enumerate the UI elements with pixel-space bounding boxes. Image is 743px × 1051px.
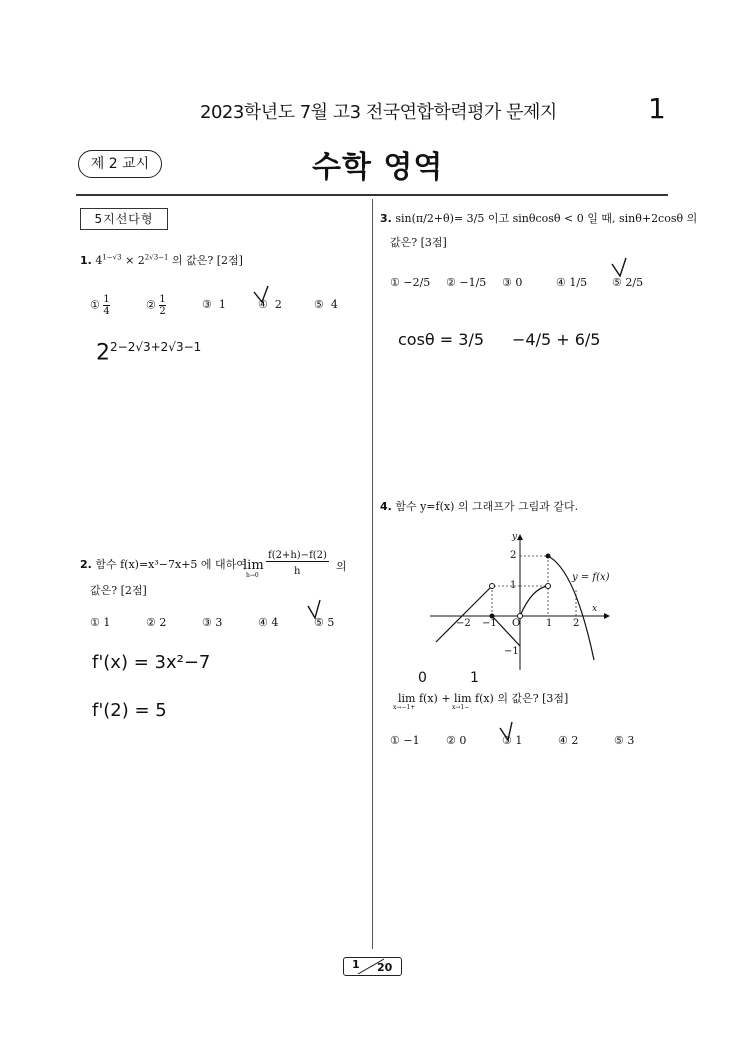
- graph-xtick-minus2: −2: [456, 618, 471, 629]
- q1-choice-3[interactable]: ③ 1: [202, 298, 226, 311]
- closed-point-1-2: [546, 554, 551, 559]
- graph-curve-label: y = f(x): [572, 572, 610, 583]
- q4-choice-5[interactable]: ⑤ 3: [614, 734, 635, 747]
- q3-choice-1[interactable]: ① −2/5: [390, 276, 431, 289]
- q4-choice-2[interactable]: ② 0: [446, 734, 467, 747]
- footer-total: 20: [377, 961, 393, 974]
- exam-title: 2023학년도 7월 고3 전국연합학력평가 문제지: [200, 102, 557, 123]
- footer-page: 1: [352, 958, 360, 971]
- q2-check-mark: [308, 600, 320, 618]
- question-2-number: 2.: [80, 558, 92, 571]
- q3-text-line2: 값은? [3점]: [390, 236, 447, 249]
- graph-xtick-1: 1: [546, 618, 553, 629]
- q1-choice-4[interactable]: ④ 2: [258, 298, 282, 311]
- q1-check-mark: [254, 286, 268, 302]
- question-1-text: 의 값은? [2점]: [171, 254, 243, 267]
- q2-denominator: h: [294, 566, 301, 577]
- question-2-text: 함수 f(x)=x³−7x+5 에 대하여: [95, 558, 247, 571]
- q3-handwriting-1: cosθ = 3/5: [398, 330, 485, 349]
- q4-limit-text: lim f(x) + lim f(x) 의 값은? [3점]: [398, 692, 569, 705]
- q4-handwriting-1: 0: [418, 670, 427, 686]
- graph-origin-label: O: [512, 618, 521, 629]
- graph-ytick-minus1: −1: [504, 646, 519, 657]
- period-badge: 제 2 교시: [78, 150, 162, 178]
- q2-text-line2: 값은? [2점]: [90, 584, 147, 597]
- graph-xtick-2: 2: [573, 618, 580, 629]
- q2-handwriting-2: f'(2) = 5: [92, 700, 167, 721]
- q3-check-mark: [612, 258, 626, 276]
- q4-choice-1[interactable]: ① −1: [390, 734, 420, 747]
- page-number: 1: [648, 92, 666, 125]
- question-3-text: sin(π/2+θ)= 3/5 이고 sinθcosθ < 0 일 때, sinθ+2cosθ 의: [395, 212, 698, 225]
- q2-choice-3[interactable]: ③ 3: [202, 616, 223, 629]
- graph-x-label: x: [592, 604, 598, 614]
- question-4-number: 4.: [380, 500, 392, 513]
- graph-y-label: y: [512, 532, 518, 542]
- q1-choice-1[interactable]: ① 1 4: [90, 294, 110, 317]
- q1-choice-2[interactable]: ② 1 2: [146, 294, 166, 317]
- q2-lim-sub: h→0: [246, 572, 259, 579]
- q4-handwriting-2: 1: [470, 670, 479, 686]
- question-type-label: 5지선다형: [80, 208, 168, 230]
- x-axis-arrow: [604, 613, 610, 619]
- q2-handwriting-1: f'(x) = 3x²−7: [92, 652, 211, 673]
- open-point-1-1: [546, 584, 551, 589]
- y-axis-arrow: [517, 534, 523, 540]
- q2-choice-1[interactable]: ① 1: [90, 616, 111, 629]
- q4-choice-3[interactable]: ③ 1: [502, 734, 523, 747]
- q3-handwriting-2: −4/5 + 6/5: [512, 330, 601, 349]
- question-3-number: 3.: [380, 212, 392, 225]
- q1-choice-5[interactable]: ⑤ 4: [314, 298, 338, 311]
- q4-choice-4[interactable]: ④ 2: [558, 734, 579, 747]
- q2-numerator: f(2+h)−f(2): [268, 550, 327, 561]
- curve-arc: [520, 586, 548, 616]
- question-1-number: 1.: [80, 254, 92, 267]
- graph-ytick-2: 2: [510, 550, 517, 561]
- q4-limit-sub2: x→1−: [452, 704, 470, 711]
- q2-choice-5[interactable]: ⑤ 5: [314, 616, 335, 629]
- q3-choice-2[interactable]: ② −1/5: [446, 276, 487, 289]
- page-footer: [343, 957, 402, 976]
- q2-choice-4[interactable]: ④ 4: [258, 616, 279, 629]
- question-4-text: 함수 y=f(x) 의 그래프가 그림과 같다.: [395, 500, 579, 513]
- q3-choice-5[interactable]: ⑤ 2/5: [612, 276, 644, 289]
- q2-choice-2[interactable]: ② 2: [146, 616, 167, 629]
- q2-text-post: 의: [336, 560, 347, 573]
- graph-ytick-1: 1: [510, 580, 517, 591]
- q1-handwriting: $2^{2-2√3+2√3-1}$: [96, 340, 202, 366]
- q3-choice-3[interactable]: ③ 0: [502, 276, 523, 289]
- q3-choice-4[interactable]: ④ 1/5: [556, 276, 588, 289]
- open-point-minus1-1: [490, 584, 495, 589]
- q2-lim: lim: [243, 558, 264, 573]
- q4-limit-sub1: x→−1+: [393, 704, 416, 711]
- curve-left-line: [436, 586, 492, 642]
- graph-xtick-minus1: −1: [482, 618, 497, 629]
- subject-title: 수학 영역: [312, 150, 444, 185]
- question-1-expression: $4^{1-√3} \times 2^{2√3-1}$: [95, 253, 169, 267]
